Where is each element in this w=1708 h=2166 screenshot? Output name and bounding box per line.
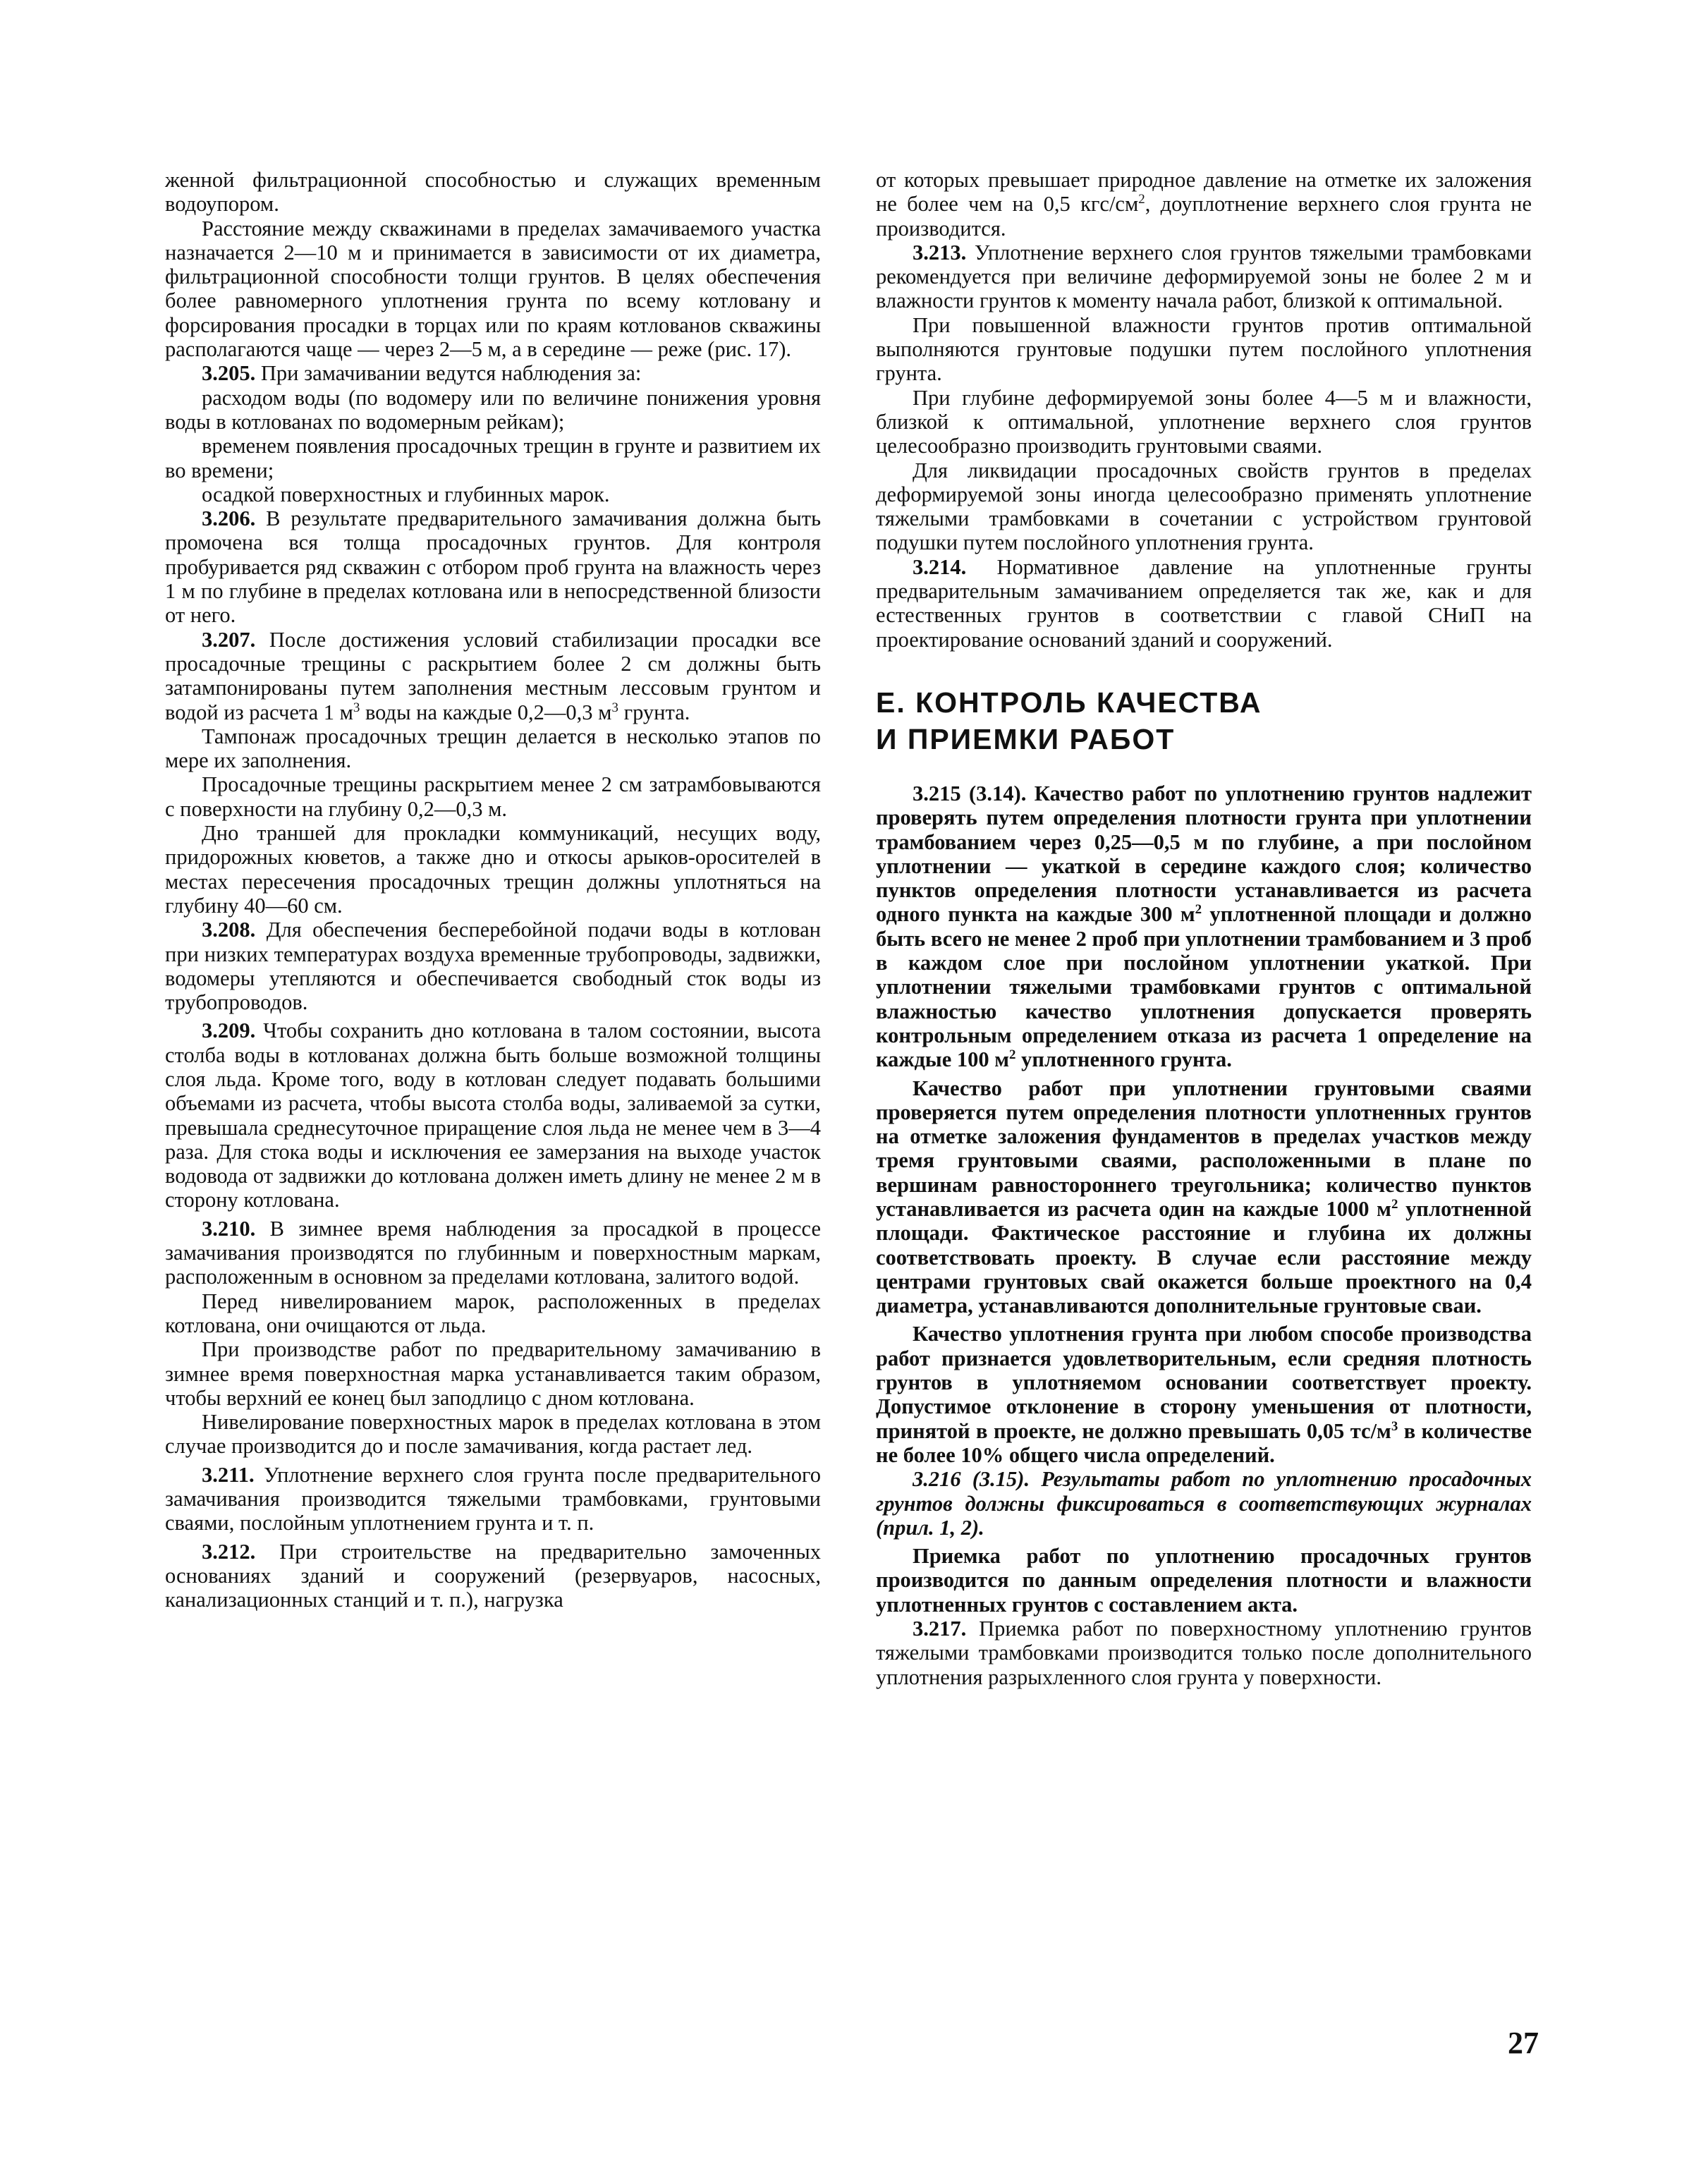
- paragraph-text: в количестве не более 10% общего числа определений.: [876, 1418, 1532, 1467]
- paragraph: [876, 1617, 1532, 1689]
- superscript: 3: [353, 700, 360, 715]
- paragraph: [165, 1540, 821, 1612]
- paragraph: [165, 1463, 821, 1535]
- section-heading: [876, 684, 1532, 758]
- paragraph: При производстве работ по предварительному замачиванию в зимнее время поверхностная марка устанавливается таким образом, чтобы верхний ее конец был заподлицо с дном котлована.: [165, 1337, 821, 1410]
- paragraph: [165, 628, 821, 724]
- superscript: 3: [611, 700, 618, 715]
- superscript: 2: [1391, 1196, 1398, 1212]
- right-column: [876, 168, 1532, 1689]
- paragraph-text: Качество уплотнения грунта при любом способе производства работ признается удовлетворительным, если средняя плотность грунтов в уплотняемом основании соответствует проекту. Допустимое отклонение в сторону уменьшения от плотности, принятой в проекте, не должно превышать 0,05 тс/м: [876, 1322, 1532, 1443]
- clause-number: 3.205.: [202, 361, 256, 386]
- paragraph-text: Качество работ при уплотнении грунтовыми сваями проверяется путем определения плотности уплотненных грунтов на отметке заложения фундаментов в пределах участков между тремя грунтовыми сваями, расположенными в плане по вершинам равностороннего треугольника; количество пунктов устанавливается из расчета один на каждые 1000 м: [876, 1076, 1532, 1221]
- paragraph: Для ликвидации просадочных свойств грунтов в пределах деформируемой зоны иногда целесообразно применять уплотнение тяжелыми трамбовками в сочетании с устройством грунтовой подушки путем послойного уплотнения грунта.: [876, 458, 1532, 555]
- paragraph-text: , доуплотнение верхнего слоя грунта не производится.: [876, 192, 1532, 241]
- clause-number: 3.208.: [202, 918, 256, 942]
- paragraph: [876, 555, 1532, 652]
- paragraph: [165, 361, 821, 385]
- section-heading-line: Е. КОНТРОЛЬ КАЧЕСТВА: [876, 686, 1262, 719]
- paragraph-text: Уплотнение верхнего слоя грунтов тяжелыми трамбовками рекомендуется при величине деформируемой зоны не более 2 м и влажности грунтов к моменту начала работ, близкой к оптимальной.: [876, 240, 1532, 313]
- paragraph-text: Уплотнение верхнего слоя грунта после предварительного замачивания производится тяжелыми трамбовками, грунтовыми сваями, послойным уплотнением грунта и т. п.: [165, 1462, 821, 1535]
- paragraph: Перед нивелированием марок, расположенных в пределах котлована, они очищаются от льда.: [165, 1289, 821, 1337]
- clause-number: 3.217.: [913, 1617, 967, 1641]
- paragraph: временем появления просадочных трещин в грунте и развитием их во времени;: [165, 434, 821, 482]
- paragraph: Просадочные трещины раскрытием менее 2 см затрамбовываются с поверхности на глубину 0,2—0,3 м.: [165, 772, 821, 821]
- paragraph-text: В зимнее время наблюдения за просадкой в процессе замачивания производятся по глубинным и поверхностным маркам, расположенным в основном за пределами котлована, залитого водой.: [165, 1216, 821, 1289]
- paragraph-text: уплотненной площади. Фактическое расстояние и глубина их должны соответствовать проекту. В случае если расстояние между центрами грунтовых свай окажется больше проектного на 0,4 диаметра, устанавливаются дополнительные грунтовые сваи.: [876, 1196, 1532, 1318]
- paragraph-text: 3.215 (3.14). Качество работ по уплотнению грунтов надлежит проверять путем определения плотности грунта при уплотнении трамбованием через 0,25—0,5 м по глубине, а при послойном уплотнении — укаткой в середине каждого слоя; количество пунктов определения плотности устанавливается из расчета одного пункта на каждые 300 м: [876, 781, 1532, 927]
- paragraph: женной фильтрационной способностью и служащих временным водоупором.: [165, 168, 821, 217]
- paragraph: [165, 506, 821, 627]
- paragraph-text: грунта.: [618, 700, 690, 724]
- paragraph-text: При замачивании ведутся наблюдения за:: [255, 361, 642, 386]
- superscript: 2: [1138, 192, 1145, 207]
- clause-number: 3.209.: [202, 1018, 256, 1043]
- clause-number: 3.213.: [913, 240, 967, 264]
- paragraph: Расстояние между скважинами в пределах замачиваемого участка назначается 2—10 м и принимается в зависимости от их диаметра, фильтрационной способности толщи грунтов. В целях обеспечения более равномерного уплотнения грунта по всему котловану и форсирования просадки в торцах или по краям котлованов скважины располагаются чаще — через 2—5 м, а в середине — реже (рис. 17).: [165, 216, 821, 362]
- paragraph: Дно траншей для прокладки коммуникаций, несущих воду, придорожных кюветов, а также дно и откосы арыков-оросителей в местах пересечения просадочных трещин должны уплотняться на глубину 40—60 см.: [165, 821, 821, 918]
- paragraph: 3.216 (3.15). Результаты работ по уплотнению просадочных грунтов должны фиксироваться в соответствующих журналах (прил. 1, 2).: [876, 1467, 1532, 1540]
- superscript: 2: [1009, 1047, 1016, 1063]
- paragraph: [876, 1322, 1532, 1467]
- paragraph-text: уплотненного грунта.: [1015, 1047, 1232, 1072]
- paragraph-text: Нормативное давление на уплотненные грунты предварительным замачиванием определяется так же, как и для естественных грунтов в соответствии с главой СНиП на проектирование оснований зданий и сооружений.: [876, 554, 1532, 652]
- paragraph-text: При строительстве на предварительно замоченных основаниях зданий и сооружений (резервуаров, насосных, канализационных станций и т. п.), нагрузка: [165, 1539, 821, 1612]
- paragraph: Нивелирование поверхностных марок в пределах котлована в этом случае производится до и после замачивания, когда растает лед.: [165, 1410, 821, 1459]
- clause-number: 3.206.: [202, 506, 256, 531]
- paragraph-text: После достижения условий стабилизации просадки все просадочные трещины с раскрытием более 2 см должны быть затампонированы путем заполнения местным лессовым грунтом и водой из расчета 1 м: [165, 627, 821, 724]
- paragraph: Тампонаж просадочных трещин делается в несколько этапов по мере их заполнения.: [165, 724, 821, 773]
- paragraph: Приемка работ по уплотнению просадочных грунтов производится по данным определения плотности и влажности уплотненных грунтов с составлением акта.: [876, 1544, 1532, 1617]
- paragraph: [876, 1076, 1532, 1318]
- paragraph-text: Приемка работ по поверхностному уплотнению грунтов тяжелыми трамбовками производится только после дополнительного уплотнения разрыхленного слоя грунта у поверхности.: [876, 1617, 1532, 1689]
- paragraph-text: В результате предварительного замачивания должна быть промочена вся толща просадочных грунтов. Для контроля пробуривается ряд скважин с отбором проб грунта на влажность через 1 м по глубине в пределах котлована или в непосредственной близости от него.: [165, 506, 821, 628]
- clause-number: 3.210.: [202, 1216, 256, 1241]
- paragraph-text: уплотненной площади и должно быть всего не менее 2 проб при уплотнении трамбованием и 3 проб в каждом слое при послойном уплотнении укаткой. При уплотнении тяжелыми трамбовками грунтов с оптимальной влажностью качество уплотнения допускается проверять контрольным определением отказа из расчета 1 определение на каждые 100 м: [876, 902, 1532, 1072]
- paragraph: При повышенной влажности грунтов против оптимальной выполняются грунтовые подушки путем послойного уплотнения грунта.: [876, 312, 1532, 386]
- paragraph-text: Чтобы сохранить дно котлована в талом состоянии, высота столба воды в котлованах должна быть больше возможной толщины слоя льда. Кроме того, воду в котлован следует подавать большими объемами из расчета, чтобы высота столба воды, заливаемой за сутки, превышала среднесуточное приращение слоя льда не менее чем в 3—4 раза. Для стока воды и исключения ее замерзания на выходе участок водовода от задвижки до котлована должен иметь длину не менее 2 м в сторону котлована.: [165, 1018, 821, 1212]
- superscript: 3: [1391, 1418, 1398, 1434]
- paragraph-text: от которых превышает природное давление на отметке их заложения не более чем на 0,5 кгс/см: [876, 168, 1532, 217]
- paragraph: [165, 918, 821, 1014]
- left-column: [165, 168, 821, 1612]
- superscript: 2: [1195, 902, 1202, 918]
- paragraph: осадкой поверхностных и глубинных марок.: [202, 482, 610, 506]
- paragraph: [876, 241, 1532, 313]
- paragraph: [876, 168, 1532, 241]
- clause-number: 3.207.: [202, 627, 256, 652]
- clause-number: 3.211.: [202, 1462, 255, 1487]
- paragraph-text: Для обеспечения бесперебойной подачи воды в котлован при низких температурах воздуха временные трубопроводы, задвижки, водомеры утепляются и обеспечивается свободный сток воды из трубопроводов.: [165, 918, 821, 1015]
- paragraph: расходом воды (по водомеру или по величине понижения уровня воды в котлованах по водомерным рейкам);: [165, 385, 821, 434]
- paragraph: [165, 1217, 821, 1289]
- section-heading-line: И ПРИЕМКИ РАБОТ: [876, 722, 1176, 755]
- paragraph: [876, 781, 1532, 1072]
- paragraph: [165, 1018, 821, 1212]
- clause-number: 3.212.: [202, 1539, 256, 1564]
- page-number: 27: [1508, 2026, 1539, 2060]
- paragraph: При глубине деформируемой зоны более 4—5 м и влажности, близкой к оптимальной, уплотнение верхнего слоя грунтов целесообразно производить грунтовыми сваями.: [876, 385, 1532, 458]
- paragraph-text: воды на каждые 0,2—0,3 м: [360, 700, 612, 724]
- clause-number: 3.214.: [913, 554, 967, 579]
